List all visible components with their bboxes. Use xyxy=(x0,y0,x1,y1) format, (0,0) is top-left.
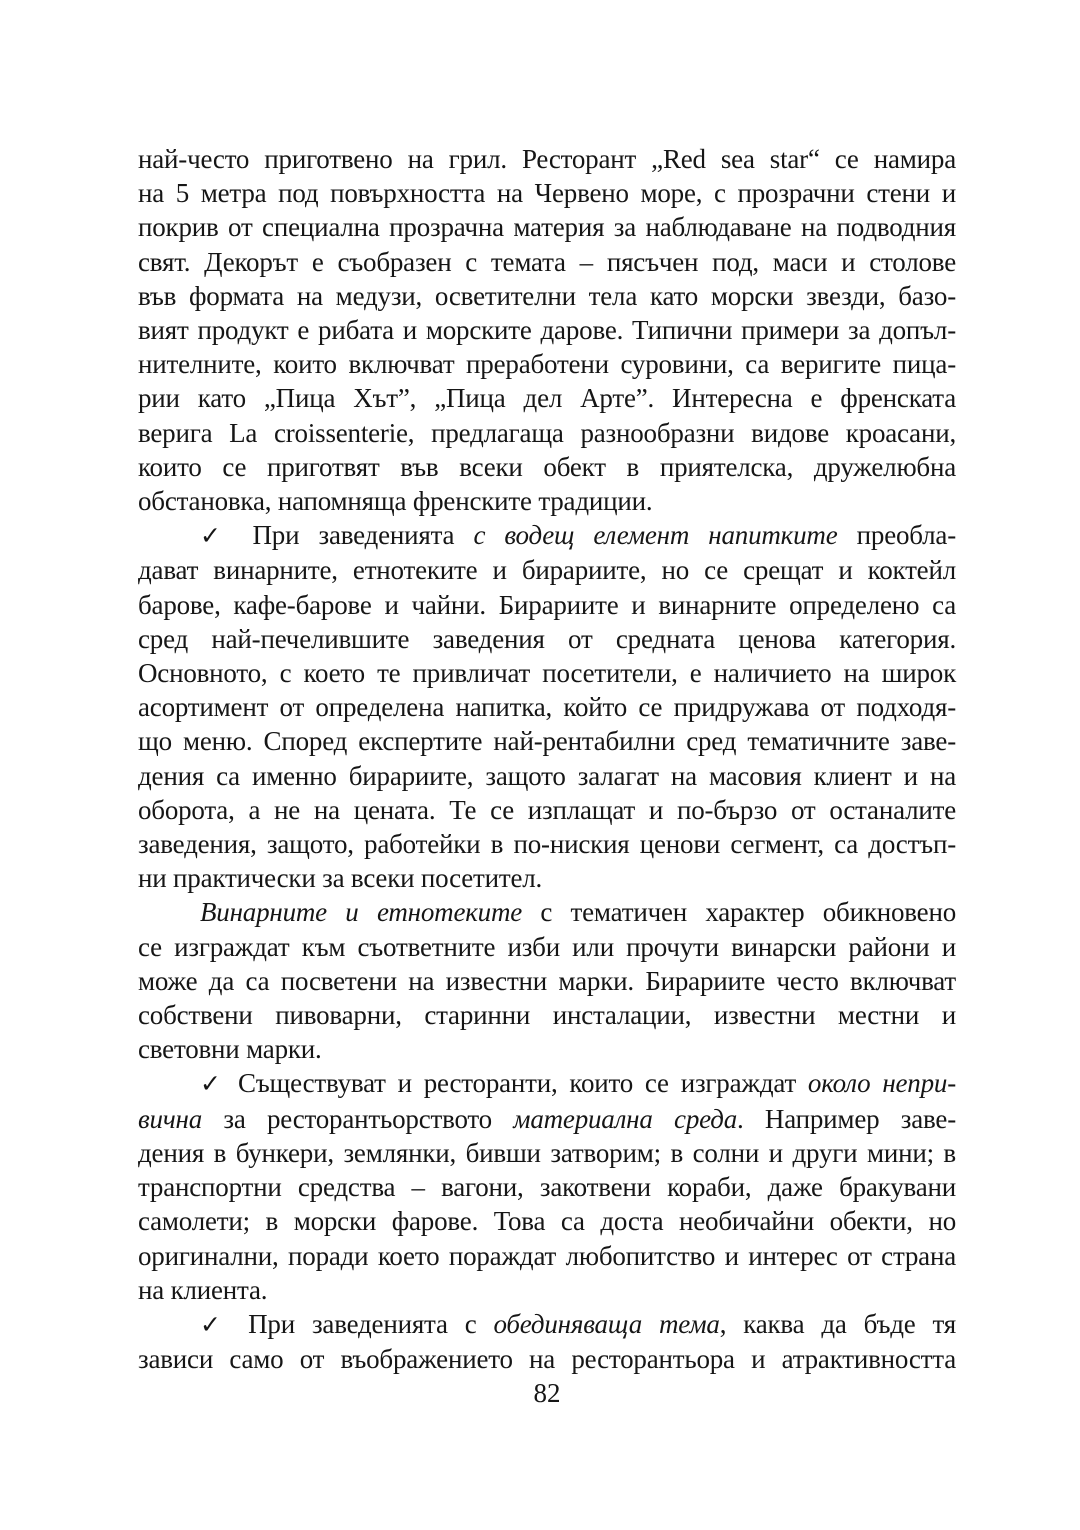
text-run: на 5 метра под повърхността на Червено море, с прозрачни стени и xyxy=(138,178,956,209)
text-run: свят. Декорът е съобразен с темата – пясъчен под, маси и столове xyxy=(138,246,956,277)
checkmark-icon: ✓ xyxy=(200,521,234,551)
text-line xyxy=(138,622,956,656)
text-line xyxy=(138,1342,956,1376)
text-run: , каква да бъде тя xyxy=(719,1308,957,1339)
checkmark-icon: ✓ xyxy=(200,1309,232,1339)
page-number: 82 xyxy=(533,1378,561,1408)
text-line xyxy=(138,1066,956,1101)
text-run: При заведенията с xyxy=(231,1308,494,1339)
paragraph xyxy=(138,1066,956,1306)
text-line xyxy=(138,1239,956,1273)
text-line xyxy=(138,759,956,793)
text-run: При заведенията xyxy=(233,520,474,551)
text-line xyxy=(138,416,956,450)
text-line xyxy=(138,1170,956,1204)
text-line xyxy=(138,1273,956,1307)
text-line xyxy=(138,450,956,484)
text-line xyxy=(138,245,956,279)
text-run: световни марки. xyxy=(138,1034,322,1065)
text-line xyxy=(138,1032,956,1066)
text-run: дават винарните, етнотеките и бирариите, но се срещат и коктейл xyxy=(138,555,956,586)
text-run: преобла- xyxy=(837,520,956,551)
text-line xyxy=(138,998,956,1032)
text-line xyxy=(138,1136,956,1170)
text-line xyxy=(138,861,956,895)
text-line xyxy=(138,518,956,553)
paragraph xyxy=(138,1307,956,1376)
italic-text-run: около непри- xyxy=(807,1068,956,1099)
text-run: транспортни средства – вагони, закотвени кораби, даже бракувани xyxy=(138,1172,956,1203)
text-line xyxy=(138,484,956,518)
text-line xyxy=(138,724,956,758)
italic-text-run: материална среда xyxy=(513,1103,737,1134)
text-run: дения са именно бирариите, защото залагат на масовия клиент и на xyxy=(138,760,956,791)
text-run: във формата на медузи, осветителни тела като морски звезди, базо- xyxy=(138,280,956,311)
text-line xyxy=(138,793,956,827)
text-run: може да са посветени на известни марки. Бирариите често включват xyxy=(138,965,956,996)
text-line xyxy=(138,553,956,587)
text-run: вият продукт е рибата и морските дарове. Типични примери за допъл- xyxy=(138,315,956,346)
text-line xyxy=(138,313,956,347)
text-line xyxy=(138,827,956,861)
text-run: покрив от специална прозрачна материя за наблюдаване на подводния xyxy=(138,212,956,243)
text-run: за ресторантьорството xyxy=(202,1103,514,1134)
text-run: заведения, защото, работейки в по-ниския ценови сегмент, са достъп- xyxy=(138,829,956,860)
text-line xyxy=(138,347,956,381)
text-line xyxy=(138,210,956,244)
text-run: обстановка, напомняща френските традиции. xyxy=(138,486,653,517)
text-line xyxy=(138,930,956,964)
text-run: оригинални, поради което пораждат любопитство и интерес от страна xyxy=(138,1240,956,1271)
text-run: се изграждат към съответните изби или прочути винарски райони и xyxy=(138,931,956,962)
text-line xyxy=(138,1102,956,1136)
text-run: . Например заве- xyxy=(737,1103,956,1134)
paragraph xyxy=(138,518,956,895)
text-run: самолети; в морски фарове. Това са доста необичайни обекти, но xyxy=(138,1206,956,1237)
text-run: Основното, с което те привличат посетители, е наличието на широк xyxy=(138,658,956,689)
text-line xyxy=(138,895,956,929)
text-line xyxy=(138,964,956,998)
paragraph xyxy=(138,895,956,1066)
text-run: сред най-печелившите заведения от средната ценова категория. xyxy=(138,623,956,654)
text-run: барове, кафе-барове и чайни. Бирариите и винарните определено са xyxy=(138,589,956,620)
text-run: верига La croissenterie, предлагаща разнообразни видове кроасани, xyxy=(138,417,956,448)
text-run: нителните, които включват преработени суровини, са веригите пица- xyxy=(138,349,956,380)
italic-text-run: Винарните и етнотеките xyxy=(200,897,523,928)
text-run: рии като „Пица Хът”, „Пица дел Арте”. Интересна е френската xyxy=(138,383,956,414)
italic-text-run: обединяваща тема xyxy=(493,1308,720,1339)
text-run: зависи само от въображението на ресторантьора и атрактивността xyxy=(138,1344,956,1375)
text-run: собствени пивоварни, старинни инсталации, известни местни и xyxy=(138,1000,956,1031)
text-run: дения в бункери, землянки, бивши затворим; в солни и други мини; в xyxy=(138,1137,956,1168)
text-line xyxy=(138,690,956,724)
text-line xyxy=(138,279,956,313)
text-line xyxy=(138,1307,956,1342)
text-run: асортимент от определена напитка, който се придружава от подходя- xyxy=(138,692,956,723)
text-run: ни практически за всеки посетител. xyxy=(138,863,543,894)
text-run: с тематичен характер обикновено xyxy=(522,897,957,928)
italic-text-run: с водещ елемент напитките xyxy=(473,520,838,551)
text-line xyxy=(138,1204,956,1238)
text-run: които се приготвят във всеки обект в приятелска, дружелюбна xyxy=(138,451,956,482)
paragraph xyxy=(138,142,956,518)
text-line xyxy=(138,656,956,690)
body-text xyxy=(138,142,956,1376)
text-line xyxy=(138,176,956,210)
italic-text-run: вична xyxy=(138,1103,202,1134)
text-line xyxy=(138,381,956,415)
text-run: най-често приготвено на грил. Ресторант „Red sea star“ се намира xyxy=(138,144,956,174)
text-line xyxy=(138,588,956,622)
text-run: що меню. Според експертите най-рентабилни сред тематичните заве- xyxy=(138,726,956,757)
text-line xyxy=(138,142,956,176)
checkmark-icon: ✓ xyxy=(200,1069,227,1099)
text-run: на клиента. xyxy=(138,1274,268,1305)
text-run: оборота, а не на цената. Те се изплащат и по-бързо от останалите xyxy=(138,794,956,825)
text-run: Съществуват и ресторанти, които се изграждат xyxy=(226,1068,808,1099)
